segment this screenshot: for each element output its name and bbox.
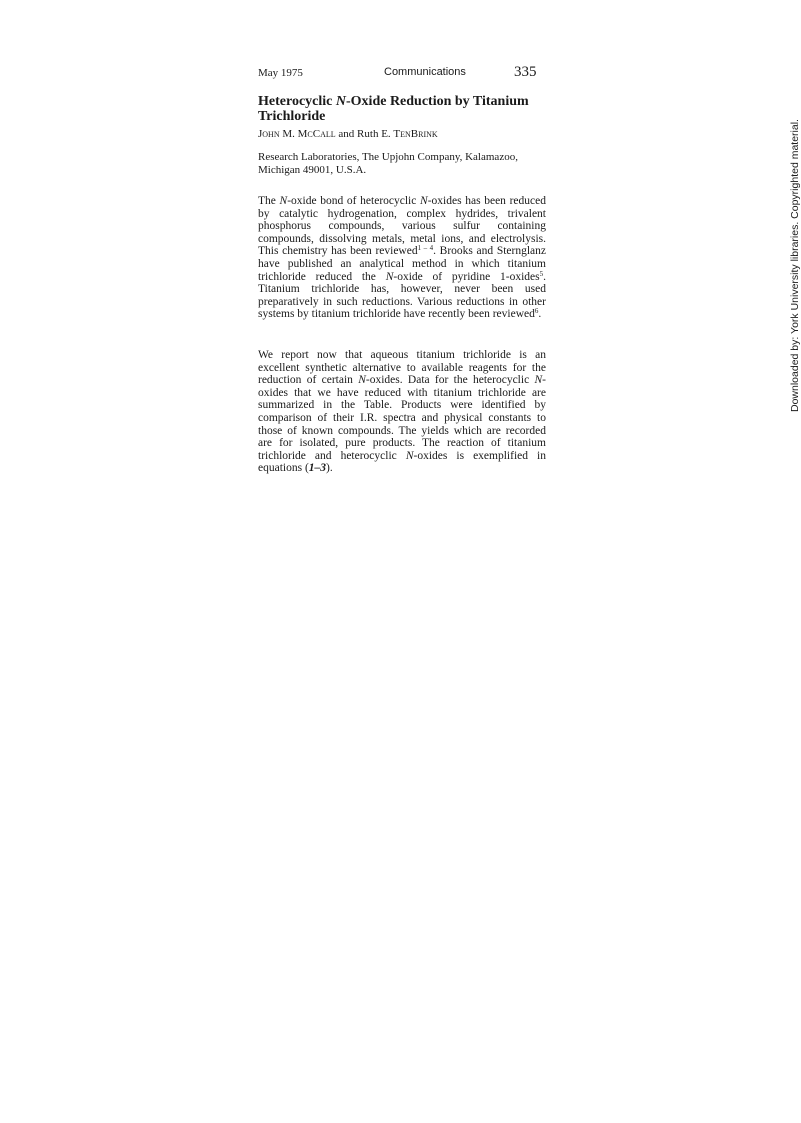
body-paragraph-2: We report now that aqueous titanium trichloride is an excellent synthetic alternative to available reagents for the reduction of certain N-oxides. Data for the heterocyclic N-oxides that we have reduced with titanium trichloride are summarized in the Table. Products were identified by comparison of their I.R. spectra and physical constants to those of known compounds. The yields which are recorded are for isolated, pure products. The reaction of titanium trichloride and heterocyclic N-oxides is exemplified in equations (1–3). — [258, 349, 546, 475]
author-affiliation: Research Laboratories, The Upjohn Company, Kalamazoo, Michigan 49001, U.S.A. — [258, 151, 518, 176]
article-authors: John M. McCall and Ruth E. TenBrink — [258, 128, 438, 140]
article-title: Heterocyclic N-Oxide Reduction by Titanium Trichloride — [258, 94, 529, 124]
reference-superscript: 5 — [539, 269, 544, 278]
author-1: John M. McCall — [258, 128, 336, 140]
equation-reference: 1–3 — [308, 462, 327, 475]
download-notice: Downloaded by: York University libraries. Copyrighted material. — [789, 119, 801, 412]
journal-section: Communications — [384, 66, 466, 78]
body-paragraph-1: The N-oxide bond of heterocyclic N-oxides has been reduced by catalytic hydrogenation, complex hydrides, trivalent phosphorus compounds, various sulfur containing compounds, dissolving metals, metal ions, and electrolysis. This chemistry has been reviewed$^{1 - 4}$. Brooks and Sternglanz have published an analytical method in which titanium trichloride reduced the N-oxide of pyridine 1-oxides$^5$. Titanium trichloride has, however, never been used preparatively in such reductions. Various reductions in other systems by titanium trichloride have recently been reviewed$^6$. — [258, 195, 546, 321]
page-number: 335 — [514, 64, 537, 80]
journal-date: May 1975 — [258, 67, 303, 79]
author-2-given: Ruth E. — [357, 128, 394, 140]
reference-superscript: 1 – 4 — [417, 244, 434, 253]
author-2-surname: TenBrink — [393, 128, 438, 140]
reference-superscript: 6 — [534, 307, 539, 316]
page-header — [258, 64, 538, 86]
